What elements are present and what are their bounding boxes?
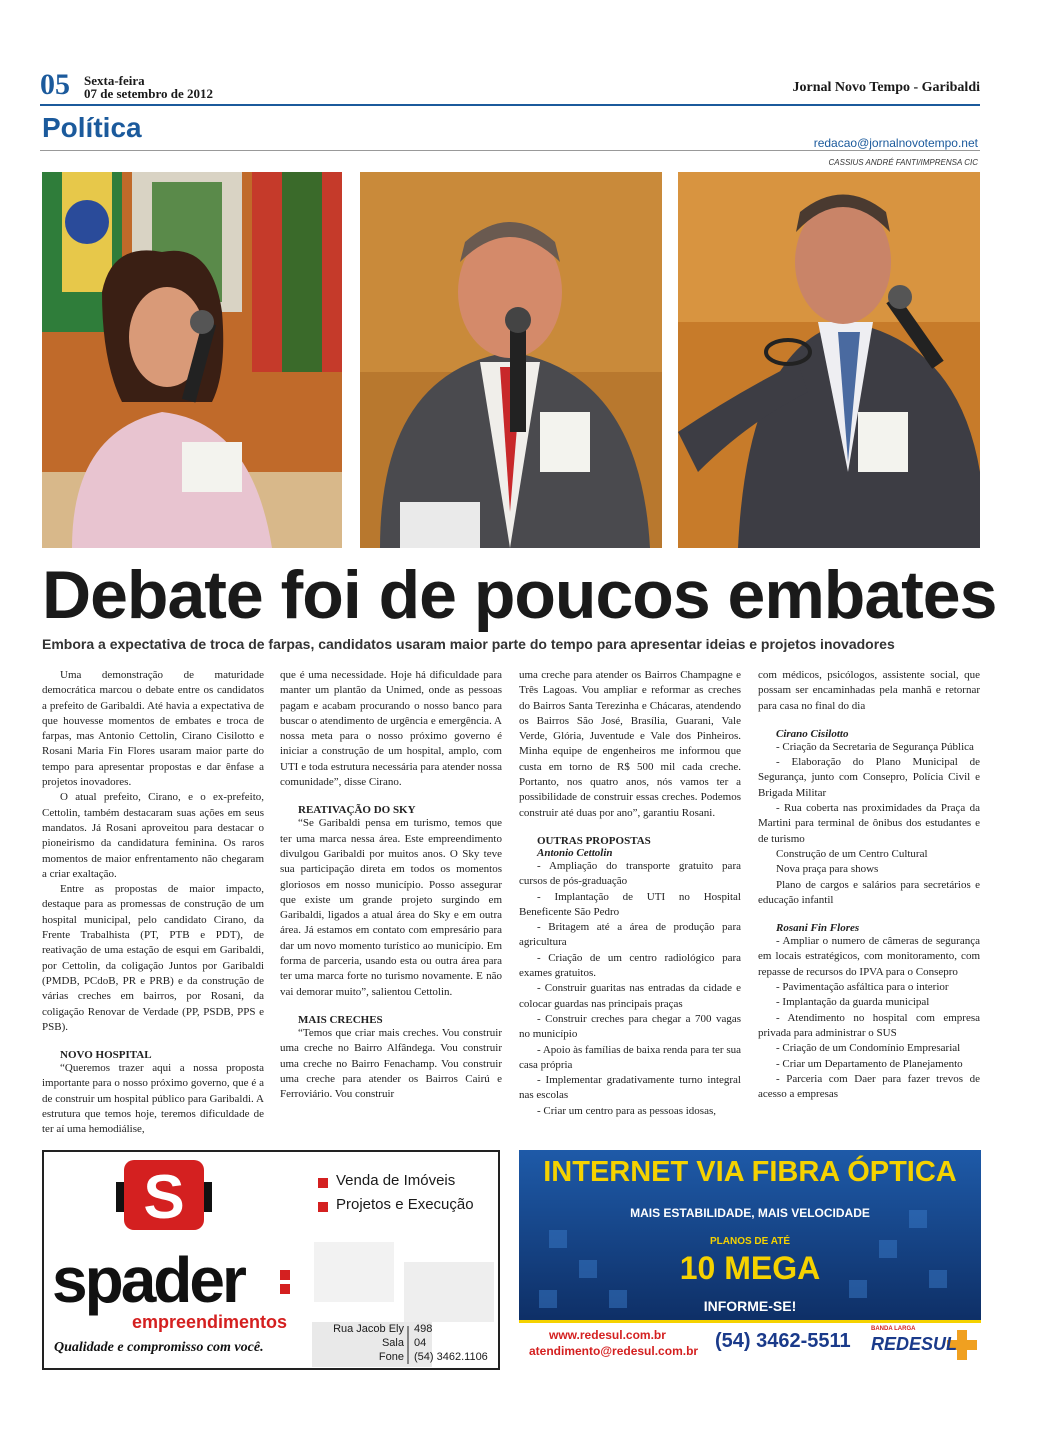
candidate-name-cirano: Cirano Cisilotto [776, 727, 849, 740]
newspaper-name: Jornal Novo Tempo - Garibaldi [792, 80, 980, 95]
spader-logo-icon [116, 1160, 212, 1232]
headline: Debate foi de poucos embates [42, 557, 997, 633]
ad-title: INTERNET VIA FIBRA ÓPTICA [543, 1156, 957, 1188]
proposal-item: - Implantação da guarda municipal [776, 996, 930, 1009]
proposal-item: - Construir creches para chegar a 700 vagas no município [519, 1012, 741, 1041]
ad-brand-tag: BANDA LARGA [871, 1326, 916, 1332]
proposal-item: Construção de um Centro Cultural [776, 847, 928, 860]
ad-line: PLANOS DE ATÉ [709, 1236, 790, 1247]
subtitle-novo-hospital: NOVO HOSPITAL [60, 1049, 152, 1062]
issue-date: 07 de setembro de 2012 [84, 86, 214, 101]
address-label: Rua Jacob Ely [333, 1323, 404, 1335]
spader-brand-sub: empreendimentos [132, 1312, 288, 1332]
ad-email-link[interactable]: atendimento@redesul.com.br [529, 1344, 699, 1358]
proposal-item: - Construir guaritas nas entradas da cidade e colocar guardas nas principais praças [519, 982, 741, 1010]
proposal-item: - Elaboração do Plano Municipal de Segurança, junto com Consepro, Polícia Civil e Brigada Militar [758, 756, 980, 799]
section-title: Política [42, 112, 142, 143]
paragraph: “Temos que criar mais creches. Vou construir uma creche no Bairro Alfândega. Vou construir uma creche no Bairro Fenachamp. Vou construir uma creche para atender os Bairros Cairú e Ferroviário. Vou construir [280, 1026, 502, 1101]
paragraph: uma creche para atender os Bairros Champagne e Três Lagoas. Vou ampliar e reformar as creches do Bairros Santa Terezinha e Chácaras, atendendo os Bairros São José, Brasília, Guarani, Vale Verde, Glória, Juventude e Vale dos Pinheiros. Minha equipe de engenheiros me informou que custa em torno de R$ 500 mil cada creche. Portanto, nos quatro anos, nós vamos ter a possibilidade de construir essas creches. Podemos construir até duas por ano”, garantiu Rosani. [519, 669, 741, 819]
article-column-3 [519, 668, 741, 1119]
candidate-name-cettolin: Antonio Cettolin [537, 846, 613, 859]
spader-advertisement[interactable] [42, 1150, 500, 1370]
ad-phone: (54) 3462-5511 [715, 1330, 851, 1352]
candidate-name-rosani: Rosani Fin Flores [776, 922, 860, 935]
section-rule [40, 150, 980, 151]
paragraph: Entre as propostas de maior impacto, destaque para as promessas de construção de um hospital municipal, pelo candidato Cirano, da Frente Trabalhista (PT, PTB e PDT), de reativação de uma estação de esqui em Garibaldi, por Cettolin, da coligação Juntos por Garibaldi (PMDB, PCdoB, PR e PRB) e da construção de várias creches em bairros, por Rosani, da coligação Renovar de Verdade (PP, PSDB, PPS e PSB). [42, 883, 264, 1033]
photo-candidate-cirano [678, 172, 980, 548]
paragraph: O atual prefeito, Cirano, e o ex-prefeito, Cettolin, também destacaram suas ações em seus mandatos. Já Rosani aproveitou para destacar o pioneirismo da candidatura feminina. Os raros momentos de maior enfrentamento não chegaram a criar exaltação. [42, 791, 264, 880]
page-number: 05 [40, 68, 70, 101]
paragraph: com médicos, psicólogos, assistente social, que possam ser encaminhadas pela manhã e retornar para casa no final do dia [758, 669, 980, 712]
proposal-item: - Ampliar o numero de câmeras de segurança em locais estratégicos, com monitoramento, com repasse de recursos do IPVA para o Consepro [758, 935, 980, 978]
proposal-item: - Criação de um centro radiológico para exames gratuitos. [519, 951, 741, 980]
header-rule [40, 104, 980, 106]
subheadline: Embora a expectativa de troca de farpas, candidatos usaram maior parte do tempo para apresentar ideias e projetos inovadores [42, 636, 895, 652]
ad-brand: REDESUL [871, 1334, 958, 1354]
proposal-item: - Criar um centro para as pessoas idosas, [537, 1104, 717, 1117]
ad-line: MAIS ESTABILIDADE, MAIS VELOCIDADE [630, 1206, 870, 1220]
date-block [84, 74, 213, 100]
subtitle-mais-creches: MAIS CRECHES [298, 1013, 383, 1026]
proposal-item: - Implementar gradativamente turno integral nas escolas [519, 1074, 741, 1102]
logo-dot-icon [280, 1270, 290, 1280]
proposal-item: - Pavimentação asfáltica para o interior [776, 981, 949, 994]
proposal-item: - Criação de um Condomínio Empresarial [776, 1042, 961, 1055]
spader-tagline: Qualidade e compromisso com você. [54, 1340, 264, 1355]
ad-cta: INFORME-SE! [703, 1298, 797, 1314]
photo-candidate-rosani [42, 172, 342, 548]
proposal-item: - Ampliação do transporte gratuito para cursos de pós-graduação [519, 859, 741, 888]
article-column-2 [280, 668, 502, 1102]
redesul-advertisement[interactable] [519, 1150, 981, 1370]
photo-candidate-cettolin [360, 172, 662, 548]
proposal-item: - Atendimento no hospital com empresa privada para administrar o SUS [758, 1011, 980, 1039]
address-block [324, 1322, 488, 1364]
proposal-item: - Implantação de UTI no Hospital Beneficente São Pedro [519, 890, 741, 918]
address-value: 04 [414, 1337, 427, 1349]
article-column-4 [758, 668, 980, 1102]
paragraph: “Queremos trazer aqui a nossa proposta importante para o nosso próximo governo, que é a de construir um hospital público para Garibaldi. A estrutura que temos hoje, teremos dificuldade de ter aí uma hemodiálise, [42, 1062, 264, 1136]
bullet-icon [318, 1178, 328, 1188]
proposal-item: Nova praça para shows [776, 863, 879, 876]
address-label: Sala [381, 1337, 404, 1349]
ad-website-link[interactable]: www.redesul.com.br [549, 1328, 666, 1342]
editorial-email-link[interactable]: redacao@jornalnovotempo.net [813, 136, 978, 150]
proposal-item: - Criação da Secretaria de Segurança Pública [776, 740, 974, 753]
proposal-item: Plano de cargos e salários para secretários e educação infantil [758, 878, 980, 906]
phone-value: (54) 3462.1106 [414, 1351, 488, 1363]
proposal-item: - Rua coberta nas proximidades da Praça da Martini para terminal de ônibus dos estudantes e de turismo [758, 802, 980, 845]
paragraph: Uma demonstração de maturidade democrática marcou o debate entre os candidatos a prefeito de Garibaldi. Até havia a expectativa de que houvesse momentos de embates e troca de farpas, mas Antonio Cettolin, Cirano Cisilotto e Rosani Maria Fin Flores usaram maior parte do tempo para apresentar propostas e dar ênfase a projetos inovadores. [42, 669, 264, 789]
proposal-item: - Parceria com Daer para fazer trevos de acesso a empresas [758, 1072, 980, 1101]
spader-brand: spader [52, 1244, 244, 1316]
subtitle-reativacao-sky: REATIVAÇÃO DO SKY [298, 804, 416, 817]
weekday: Sexta-feira [84, 73, 145, 88]
proposal-item: - Apoio às famílias de baixa renda para ter sua casa própria [519, 1043, 741, 1071]
service-item: Venda de Imóveis [336, 1172, 456, 1189]
logo-dot-icon [280, 1284, 290, 1294]
article-column-1 [42, 668, 264, 1138]
proposal-item: - Britagem até a área de produção para agricultura [519, 921, 741, 949]
bullet-icon [318, 1202, 328, 1212]
photo-credit: CASSIUS ANDRÉ FANTI/IMPRENSA CIC [828, 158, 978, 167]
address-label: Fone [378, 1351, 404, 1363]
proposal-item: - Criar um Departamento de Planejamento [776, 1057, 963, 1070]
address-value: 498 [414, 1323, 433, 1335]
ad-speed: 10 MEGA [679, 1250, 821, 1286]
subtitle-outras-propostas: OUTRAS PROPOSTAS [537, 834, 651, 847]
service-item: Projetos e Execução [336, 1196, 474, 1213]
svg-text:S: S [143, 1163, 185, 1232]
paragraph: que é uma necessidade. Hoje há dificuldade para manter um plantão da Unimed, onde as pessoas pagam e acabam procurando o nosso banco para buscar o atendimento de urgência e emergência. A nossa meta para o nosso próximo governo é iniciar a construção de um hospital, amplo, com UTI e toda estrutura necessária para atender nossa comunidade”, disse Cirano. [280, 669, 502, 789]
paragraph: “Se Garibaldi pensa em turismo, temos que ter uma marca nessa área. Este empreendimento divulgou Garibaldi por muitos anos. O Sky teve sua participação direta em todos os momentos gloriosos em nosso município. Posso assegurar que existe um grande projeto surgindo em Garibaldi, ligados a atual área do Sky e em outra área. Já estamos em contato com empresário para dar um novo momento turístico ao município. Em forma de parceria, usando esta ou outra área para ter uma marca forte no turismo novamente. E não vai demorar muito”, salientou Cettolin. [280, 817, 502, 998]
